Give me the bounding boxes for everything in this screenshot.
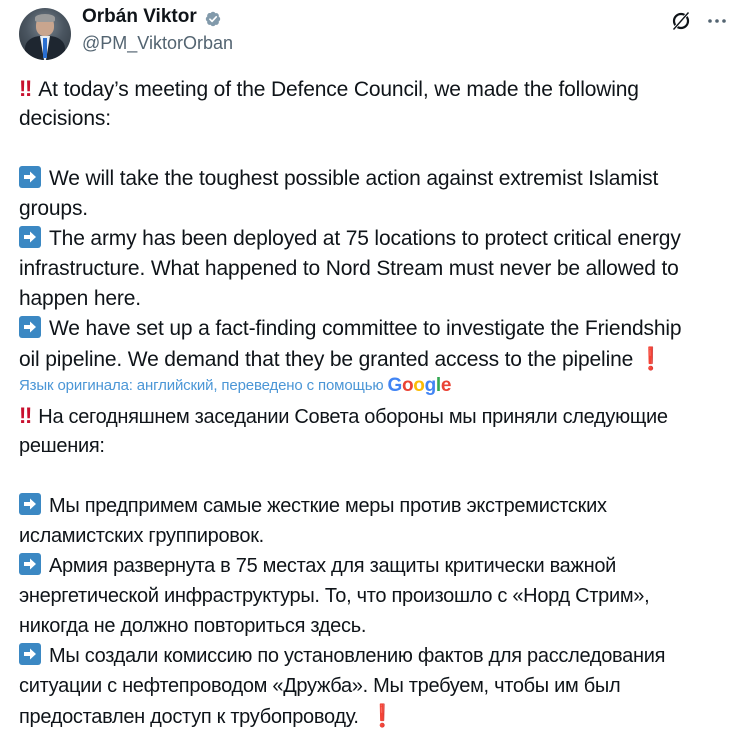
translated-item-text: Мы предпримем самые жесткие меры против экстремистских: [49, 495, 607, 517]
arrow-right-icon: [19, 166, 41, 188]
tweet-body: [19, 74, 731, 731]
translated-intro-line: [19, 401, 731, 431]
double-exclamation-icon: ‼: [19, 76, 30, 101]
tweet-header: [0, 0, 746, 70]
translated-intro-line-2: решения:: [19, 435, 105, 457]
translated-item-3-line-1: [19, 641, 731, 671]
translated-item-2-line-3: никогда не должно повториться здесь.: [19, 615, 367, 637]
arrow-right-icon: [19, 226, 41, 248]
original-intro-line-2: decisions:: [19, 107, 111, 130]
translated-item-text: Мы создали комиссию по установлению фактов для расследования: [49, 645, 666, 667]
translated-item-1-line-1: [19, 491, 731, 521]
double-exclamation-icon: ‼: [19, 403, 30, 428]
original-item-3-line-1: [19, 314, 731, 344]
original-item-text: oil pipeline. We demand that they be granted access to the pipeline: [19, 348, 634, 371]
translation-note[interactable]: [19, 373, 731, 399]
translated-item-3-line-2: ситуации с нефтепроводом «Дружба». Мы требуем, чтобы им был: [19, 675, 621, 697]
original-item-2-line-2: infrastructure. What happened to Nord Stream must never be allowed to: [19, 257, 679, 280]
exclamation-icon: ❗: [637, 346, 665, 371]
original-item-1-line-1: [19, 164, 731, 194]
avatar-hair: [35, 14, 55, 22]
author-handle[interactable]: @PM_ViktorOrban: [82, 33, 233, 53]
google-logo: Google: [387, 375, 452, 396]
translation-note-text: Язык оригинала: английский, переведено с помощью: [19, 377, 384, 394]
original-item-3-line-2: [19, 344, 731, 374]
spacer: [19, 134, 731, 164]
translated-item-3-line-3: [19, 701, 731, 731]
translated-item-text: Армия развернута в 75 местах для защиты критически важной: [49, 555, 617, 577]
original-item-text: We have set up a fact-finding committee to investigate the Friendship: [49, 317, 682, 340]
author-name[interactable]: Orbán Viktor: [82, 6, 197, 27]
original-intro-line: [19, 74, 731, 104]
exclamation-icon: ❗: [368, 703, 396, 728]
original-item-2-line-3: happen here.: [19, 287, 141, 310]
original-item-1-line-2: groups.: [19, 197, 88, 220]
verified-badge-icon: [203, 9, 223, 29]
more-icon[interactable]: [706, 10, 728, 32]
translated-item-1-line-2: исламистских группировок.: [19, 525, 264, 547]
original-intro-text: At today’s meeting of the Defence Council, we made the following: [38, 78, 639, 101]
original-item-text: The army has been deployed at 75 locations to protect critical energy: [49, 227, 681, 250]
arrow-right-icon: [19, 553, 41, 575]
arrow-right-icon: [19, 493, 41, 515]
translated-item-2-line-1: [19, 551, 731, 581]
grok-icon[interactable]: [670, 10, 692, 32]
translated-item-2-line-2: энергетической инфраструктуры. То, что произошло с «Норд Стрим»,: [19, 585, 650, 607]
arrow-right-icon: [19, 643, 41, 665]
spacer: [19, 461, 731, 491]
original-item-2-line-1: [19, 224, 731, 254]
arrow-right-icon: [19, 316, 41, 338]
avatar-tie: [43, 38, 47, 58]
avatar[interactable]: [19, 8, 71, 60]
translated-item-text: предоставлен доступ к трубопроводу.: [19, 706, 359, 728]
translated-intro-text: На сегодняшнем заседании Совета обороны мы приняли следующие: [38, 406, 668, 428]
original-item-text: We will take the toughest possible action against extremist Islamist: [49, 167, 659, 190]
